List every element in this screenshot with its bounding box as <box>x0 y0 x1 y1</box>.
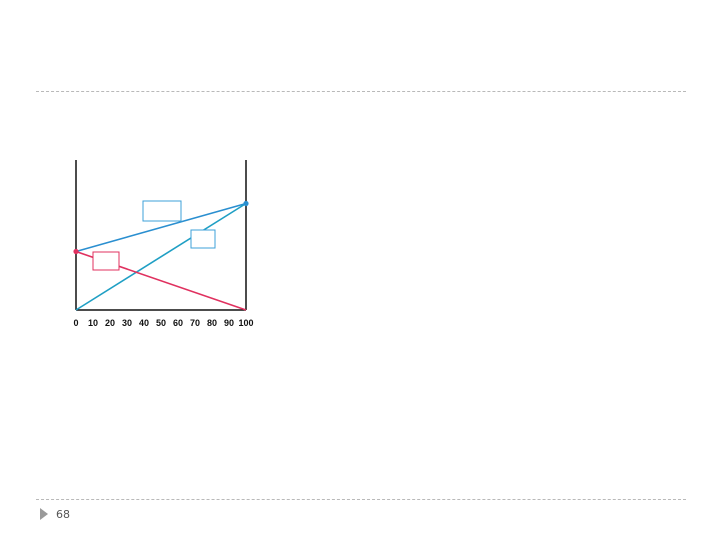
A-series-label-box <box>93 252 119 270</box>
title-divider <box>36 91 686 92</box>
footer-divider <box>36 499 686 500</box>
x-tick-label: 20 <box>104 318 116 328</box>
total-series-label-box <box>143 201 181 221</box>
chart-svg <box>40 118 290 368</box>
x-tick-label: 10 <box>87 318 99 328</box>
x-tick-label: 60 <box>172 318 184 328</box>
x-tick-label: 90 <box>223 318 235 328</box>
x-tick-label: 40 <box>138 318 150 328</box>
x-tick-label: 30 <box>121 318 133 328</box>
B-series-label-box <box>191 230 215 248</box>
x-tick-label: 70 <box>189 318 201 328</box>
page-number: 68 <box>56 508 70 521</box>
x-tick-label: 0 <box>73 318 79 328</box>
x-tick-label: 50 <box>155 318 167 328</box>
x-tick-label: 80 <box>206 318 218 328</box>
pB0-point <box>243 201 248 206</box>
pressure-composition-chart <box>40 118 290 368</box>
footer-bullet-icon <box>40 508 48 520</box>
pA0-point <box>73 249 78 254</box>
x-tick-label: 100 <box>238 318 254 328</box>
